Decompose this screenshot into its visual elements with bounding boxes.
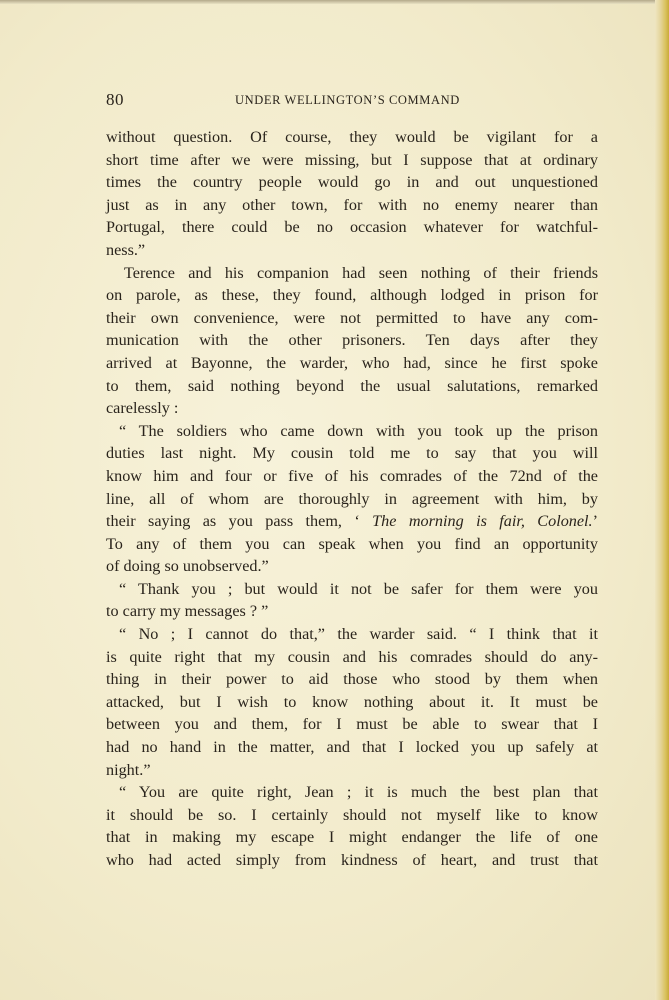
text-line: attacked, but I wish to know nothing about it. It must be	[106, 692, 598, 711]
text-line-with-italic	[106, 510, 598, 533]
text-line: know him and four or five of his comrades of the 72nd of the	[106, 466, 598, 485]
text-line: had no hand in the matter, and that I locked you up safely at	[106, 738, 598, 757]
text-line: to carry my messages ? ”	[106, 602, 269, 621]
text-line: To any of them you can speak when you find an opportunity	[106, 534, 598, 553]
text-line: “ The soldiers who came down with you took up the prison	[119, 421, 598, 440]
text-line: between you and them, for I must be able to swear that I	[106, 715, 598, 734]
running-title: UNDER WELLINGTON’S COMMAND	[235, 93, 460, 107]
text-line: ness.”	[106, 240, 146, 259]
text-line: Terence and his companion had seen nothing of their friends	[124, 263, 598, 282]
text-line: of doing so unobserved.”	[106, 557, 269, 576]
italic-phrase: The morning is fair, Colonel.	[372, 512, 593, 531]
text-line: thing in their power to aid those who stood by them when	[106, 670, 598, 689]
text-line: without question. Of course, they would be vigilant for a	[106, 128, 598, 146]
body-text	[106, 126, 598, 872]
text-line: line, all of whom are thoroughly in agreement with him, by	[106, 489, 598, 508]
text-line: is quite right that my cousin and his comrades should do any-	[106, 647, 598, 666]
text-line: “ No ; I cannot do that,” the warder said. “ I think that it	[119, 625, 598, 644]
page-top-edge	[0, 0, 669, 4]
text-line: who had acted simply from kindness of heart, and trust that	[106, 851, 598, 869]
text-line: night.”	[106, 760, 151, 779]
text-segment: ’	[592, 512, 598, 531]
page-right-edge	[655, 0, 669, 1000]
text-line: on parole, as these, they found, although lodged in prison for	[106, 286, 598, 305]
text-line: their own convenience, were not permitted to have any com-	[106, 308, 598, 327]
page-number: 80	[106, 90, 124, 109]
text-line: “ Thank you ; but would it not be safer for them were you	[119, 579, 598, 598]
text-line: duties last night. My cousin told me to say that you will	[106, 444, 598, 463]
text-line: carelessly :	[106, 399, 179, 418]
text-line: munication with the other prisoners. Ten days after they	[106, 331, 598, 350]
text-line: Portugal, there could be no occasion whatever for watchful-	[106, 218, 598, 237]
text-line: that in making my escape I might endanger the life of one	[106, 828, 598, 847]
text-line: just as in any other town, for with no enemy nearer than	[106, 195, 598, 214]
text-line: short time after we were missing, but I suppose that at ordinary	[106, 150, 598, 169]
text-segment: their saying as you pass them, ‘	[106, 512, 373, 531]
text-line: times the country people would go in and out unquestioned	[106, 173, 598, 192]
text-line: “ You are quite right, Jean ; it is much the best plan that	[119, 783, 598, 802]
text-line: it should be so. I certainly should not myself like to know	[106, 805, 598, 824]
text-line: arrived at Bayonne, the warder, who had, since he first spoke	[106, 353, 598, 372]
text-line: to them, said nothing beyond the usual salutations, remarked	[106, 376, 598, 395]
page-header	[106, 90, 598, 112]
